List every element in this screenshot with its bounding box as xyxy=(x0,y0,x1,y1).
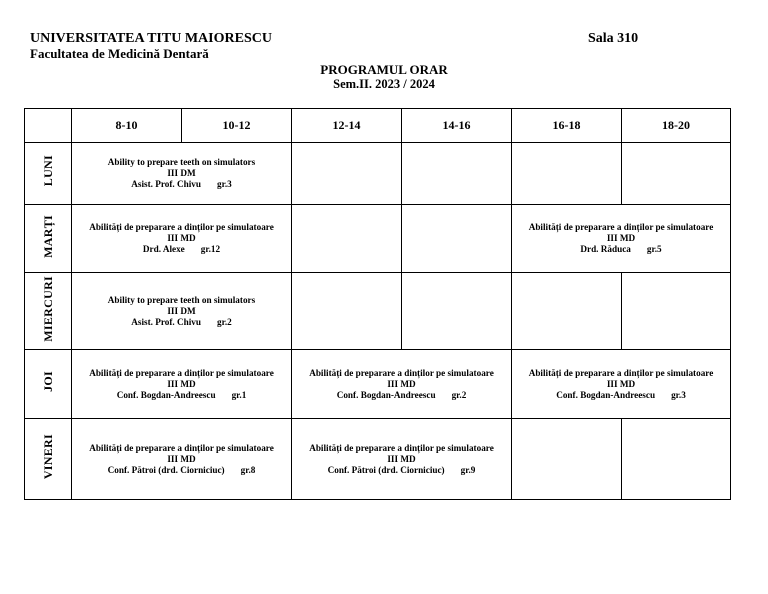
empty-cell xyxy=(292,143,402,205)
class-cell xyxy=(72,350,292,419)
group-label: gr.5 xyxy=(646,244,662,254)
empty-cell xyxy=(622,419,731,500)
day-label: JOI xyxy=(40,371,55,392)
university-name: UNIVERSITATEA TITU MAIORESCU xyxy=(30,31,272,46)
empty-cell xyxy=(402,143,512,205)
teacher-name: Asist. Prof. Chivu xyxy=(131,179,202,189)
corner-cell xyxy=(25,109,72,143)
study-program: III MD xyxy=(167,378,196,389)
schedule-table xyxy=(24,108,731,500)
class-cell xyxy=(72,273,292,350)
course-name: Abilități de preparare a dinților pe simulatoare xyxy=(309,367,494,378)
timeslot-header: 10-12 xyxy=(182,109,292,143)
group-label: gr.9 xyxy=(460,464,476,475)
study-program: III MD xyxy=(387,453,416,464)
day-cell xyxy=(25,143,72,205)
class-cell xyxy=(72,205,292,273)
teacher-name: Conf. Pătroi (drd. Ciorniciuc) xyxy=(327,464,445,475)
group-label: gr.1 xyxy=(231,389,247,400)
group-label: gr.12 xyxy=(200,244,221,254)
day-row-vineri xyxy=(25,419,731,500)
course-name: Abilități de preparare a dinților pe simulatoare xyxy=(309,442,494,453)
room-label: Sala 310 xyxy=(588,31,639,46)
timeslot-header: 14-16 xyxy=(402,109,512,143)
course-name: Abilități de preparare a dinților pe simulatoare xyxy=(89,367,274,378)
study-program: III MD xyxy=(606,233,636,243)
group-label: gr.3 xyxy=(671,389,686,400)
timeslot-header: 18-20 xyxy=(622,109,731,143)
empty-cell xyxy=(292,273,402,350)
study-program: III MD xyxy=(167,233,196,243)
timeslot-header: 16-18 xyxy=(512,109,622,143)
empty-cell xyxy=(512,143,622,205)
teacher-name: Asist. Prof. Chivu xyxy=(131,316,202,327)
schedule-title: PROGRAMUL ORAR xyxy=(320,62,448,77)
teacher-name: Conf. Pătroi (drd. Ciorniciuc) xyxy=(107,464,225,475)
day-row-marti xyxy=(25,205,731,273)
course-name: Abilități de preparare a dinților pe simulatoare xyxy=(89,222,274,232)
class-cell xyxy=(512,205,731,273)
study-program: III MD xyxy=(167,453,196,464)
day-row-luni xyxy=(25,143,731,205)
course-name: Abilități de preparare a dinților pe simulatoare xyxy=(528,222,714,232)
class-cell xyxy=(292,419,512,500)
study-program: III MD xyxy=(606,378,636,389)
empty-cell xyxy=(622,273,731,350)
class-cell xyxy=(512,350,731,419)
study-program: III DM xyxy=(167,305,196,316)
teacher-name: Conf. Bogdan-Andreescu xyxy=(336,389,436,400)
day-row-joi xyxy=(25,350,731,419)
teacher-name: Conf. Bogdan-Andreescu xyxy=(116,389,216,400)
group-label: gr.3 xyxy=(217,179,232,189)
day-label: LUNI xyxy=(40,155,55,187)
day-cell xyxy=(25,273,72,350)
group-label: gr.8 xyxy=(240,464,256,475)
faculty-name: Facultatea de Medicină Dentară xyxy=(30,46,209,61)
group-label: gr.2 xyxy=(451,389,467,400)
day-cell xyxy=(25,205,72,273)
study-program: III DM xyxy=(167,168,196,178)
course-name: Ability to prepare teeth on simulators xyxy=(107,157,256,167)
course-name: Abilități de preparare a dinților pe simulatoare xyxy=(89,442,274,453)
class-cell xyxy=(292,350,512,419)
header-row xyxy=(25,109,731,143)
semester-label: Sem.II. 2023 / 2024 xyxy=(333,77,435,91)
course-name: Ability to prepare teeth on simulators xyxy=(107,294,256,305)
empty-cell xyxy=(402,273,512,350)
timeslot-header: 12-14 xyxy=(292,109,402,143)
group-label: gr.2 xyxy=(217,316,232,327)
class-cell xyxy=(72,419,292,500)
day-label: MIERCURI xyxy=(40,275,55,342)
empty-cell xyxy=(622,143,731,205)
course-name: Abilități de preparare a dinților pe simulatoare xyxy=(528,367,714,378)
day-label: VINERI xyxy=(40,433,55,480)
class-cell xyxy=(72,143,292,205)
teacher-name: Drd. Alexe xyxy=(142,244,185,254)
day-cell xyxy=(25,350,72,419)
empty-cell xyxy=(292,205,402,273)
day-row-miercuri xyxy=(25,273,731,350)
teacher-name: Conf. Bogdan-Andreescu xyxy=(556,389,656,400)
empty-cell xyxy=(512,273,622,350)
day-cell xyxy=(25,419,72,500)
empty-cell xyxy=(512,419,622,500)
teacher-name: Drd. Răduca xyxy=(580,244,631,254)
empty-cell xyxy=(402,205,512,273)
day-label: MARȚI xyxy=(40,214,55,258)
timeslot-header: 8-10 xyxy=(72,109,182,143)
study-program: III MD xyxy=(387,378,416,389)
